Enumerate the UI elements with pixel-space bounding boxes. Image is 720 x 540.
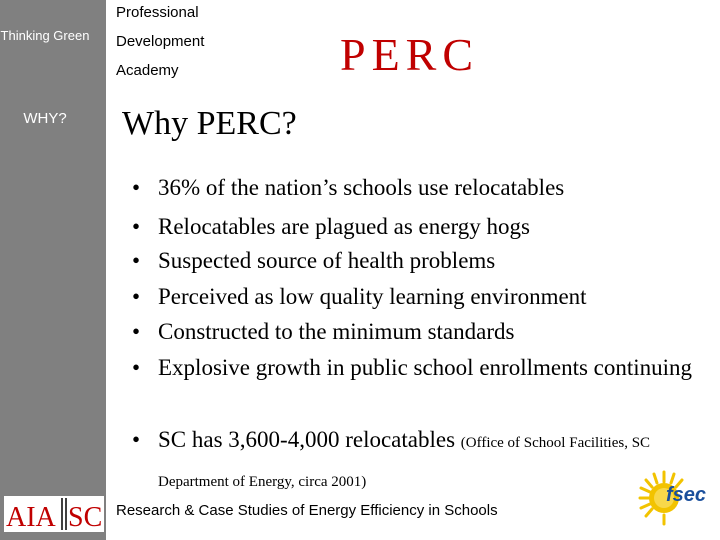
fsec-logo-text: fsec [666, 484, 707, 506]
bullet-text: Relocatables are plagued as energy hogs [158, 214, 530, 239]
header-academy: Academy [116, 62, 179, 79]
bullet-dot: • [131, 284, 141, 309]
bullet-text: SC has 3,600-4,000 relocatables [158, 427, 456, 452]
svg-text:SC: SC [68, 502, 103, 532]
bullet-text: Constructed to the minimum standards [158, 319, 515, 344]
bullet-text: 36% of the nation’s schools use relocatables [158, 175, 565, 200]
bullet-dot: • [131, 214, 141, 239]
bullet-dot: • [131, 427, 141, 452]
footer-text: Research & Case Studies of Energy Efficiency in Schools [116, 502, 498, 519]
bullet-text: Explosive growth in public school enrollments continuing [158, 355, 693, 380]
bullet-text: Perceived as low quality learning environment [158, 284, 587, 309]
bullet-dot: • [131, 319, 141, 344]
aia-sc-logo-graphic [4, 496, 104, 532]
svg-text:AIA: AIA [6, 502, 56, 532]
sidebar [0, 0, 106, 540]
bullet-text: Suspected source of health problems [158, 248, 496, 273]
bullet-dot: • [131, 175, 141, 200]
fsec-logo [636, 468, 716, 532]
slide-title: Why PERC? [122, 105, 297, 142]
header-professional: Professional [116, 4, 199, 21]
header-development: Development [116, 33, 205, 50]
aia-sc-logo [4, 496, 104, 532]
bullet-dot: • [131, 248, 141, 273]
bullet-citation: (Office of School Facilities, SC Department of Energy, circa 2001) [158, 435, 651, 490]
thinking-green-label: Thinking Green [0, 28, 90, 43]
why-label: WHY? [23, 110, 67, 127]
bullet-dot: • [131, 355, 141, 380]
perc-logo-text: PERC [340, 29, 480, 80]
